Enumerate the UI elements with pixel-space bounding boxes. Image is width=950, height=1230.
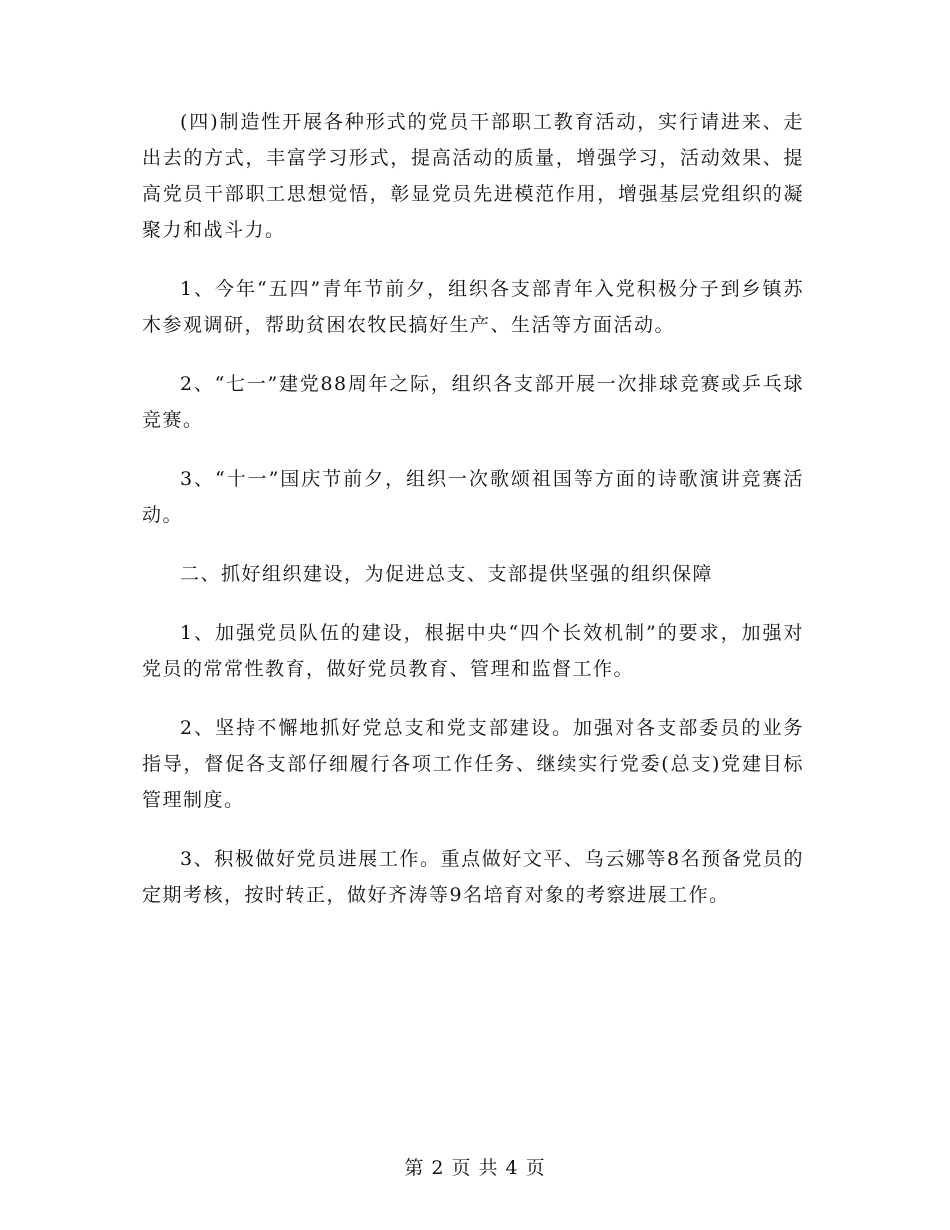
paragraph-item-branch-building: 2、坚持不懈地抓好党总支和党支部建设。加强对各支部委员的业务指导，督促各支部仔细履行各项工作任务、继续实行党委(总支)党建目标管理制度。 [142,717,804,811]
paragraph-item-national-day: 3、“十一”国庆节前夕，组织一次歌颂祖国等方面的诗歌演讲竞赛活动。 [142,468,804,526]
page-number-footer: 第 2 页 共 4 页 [404,1157,546,1179]
paragraph-section-4: (四)制造性开展各种形式的党员干部职工教育活动，实行请进来、走出去的方式，丰富学习形式，提高活动的质量，增强学习，活动效果、提高党员干部职工思想觉悟，彰显党员先进模范作用，增强基层党组织的凝聚力和战斗力。 [142,111,804,241]
paragraph-item-team-building: 1、加强党员队伍的建设，根据中央“四个长效机制”的要求，加强对党员的常常性教育，做好党员教育、管理和监督工作。 [142,622,804,680]
paragraph-item-member-development: 3、积极做好党员进展工作。重点做好文平、乌云娜等8名预备党员的定期考核，按时转正，做好齐涛等9名培育对象的考察进展工作。 [142,848,804,906]
document-body [142,104,804,936]
paragraph-item-may-fourth: 1、今年“五四”青年节前夕，组织各支部青年入党积极分子到乡镇苏木参观调研，帮助贫困农牧民搞好生产、生活等方面活动。 [142,278,804,336]
paragraph-item-july-first: 2、“七一”建党88周年之际，组织各支部开展一次排球竞赛或乒乓球竞赛。 [142,373,804,431]
section-heading-organization: 二、抓好组织建设，为促进总支、支部提供坚强的组织保障 [180,563,714,585]
